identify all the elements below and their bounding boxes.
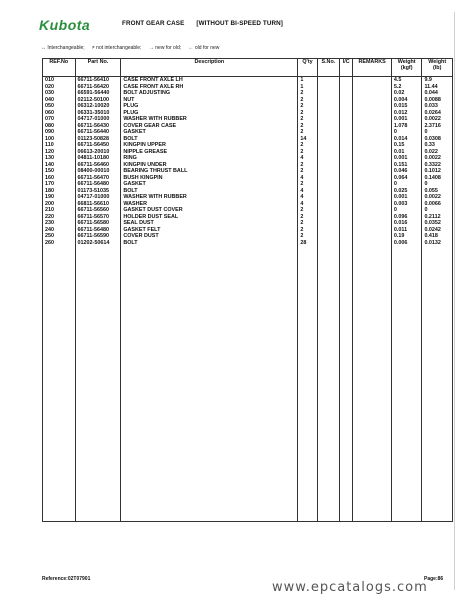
weight-lb-cell: 9.9 [422,77,453,84]
weight-kgf-cell: 4.5 [391,77,422,84]
weight-kgf-cell: 0.001 [391,194,422,201]
legend-new-for-old: → new for old; [148,45,182,51]
weight-kgf-cell: 0 [391,129,422,136]
weight-kgf-cell: 0.016 [391,220,422,227]
weight-kgf-cell: 0.151 [391,162,422,169]
weight-kgf-cell: 0.15 [391,142,422,149]
part-no-cell: 66711-56480 [75,181,121,188]
part-no-cell: 66711-56580 [75,220,121,227]
qty-cell: 2 [298,142,317,149]
ref-cell: 070 [43,116,76,123]
parts-table-body [43,77,453,522]
part-no-cell: 66591-56440 [75,90,121,97]
part-no-cell: 06613-20010 [75,149,121,156]
weight-kgf-cell: 0.004 [391,97,422,104]
weight-lb-cell: 0.0308 [422,136,453,143]
qty-cell: 4 [298,188,317,195]
description-cell: WASHER WITH RUBBER [121,116,298,123]
weight-lb-cell: 0.0022 [422,194,453,201]
description-cell: COVER GEAR CASE [121,123,298,130]
weight-lb-cell: 0.022 [422,149,453,156]
qty-cell: 2 [298,162,317,169]
col-header-description: Description [121,59,298,77]
part-no-cell: 66711-56410 [75,77,121,84]
weight-kgf-cell: 0 [391,181,422,188]
qty-cell: 2 [298,97,317,104]
weight-lb-cell: 0.033 [422,103,453,110]
ref-cell: 060 [43,110,76,117]
qty-cell: 28 [298,240,317,247]
part-no-cell: 66711-56420 [75,84,121,91]
weight-lb-cell: 0.3322 [422,162,453,169]
qty-cell: 2 [298,123,317,130]
page-number: Page:86 [424,576,444,582]
description-cell: BOLT [121,240,298,247]
part-no-cell: 66811-56610 [75,201,121,208]
ref-cell: 180 [43,188,76,195]
ref-cell: 200 [43,201,76,208]
part-no-cell: 08400-00010 [75,168,121,175]
description-cell: BOLT [121,136,298,143]
weight-kgf-cell: 0.19 [391,233,422,240]
description-cell: BOLT ADJUSTING [121,90,298,97]
weight-lb-cell: 0.0022 [422,155,453,162]
part-no-cell: 06331-35010 [75,110,121,117]
part-no-cell: 66711-56590 [75,233,121,240]
weight-lb-cell: 0.1408 [422,175,453,182]
legend-not-interchangeable: ≠ not interchangeable; [92,45,142,51]
description-cell: COVER DUST [121,233,298,240]
weight-kgf-cell: 0.014 [391,136,422,143]
weight-lb-cell: 2.3716 [422,123,453,130]
qty-cell: 14 [298,136,317,143]
description-cell: NIPPLE GREASE [121,149,298,156]
weight-lb-cell: 0 [422,129,453,136]
ref-cell: 100 [43,136,76,143]
reference-number: Reference:02T07901 [42,576,91,582]
qty-cell: 2 [298,129,317,136]
col-header-weight-kgf: Weight (kgf) [391,59,422,77]
ref-cell: 240 [43,227,76,234]
description-cell: CASE FRONT AXLE RH [121,84,298,91]
description-cell: SEAL DUST [121,220,298,227]
description-cell: KINGPIN UPPER [121,142,298,149]
ref-cell: 170 [43,181,76,188]
description-cell: GASKET FELT [121,227,298,234]
part-no-cell: 66711-56440 [75,129,121,136]
qty-cell: 2 [298,103,317,110]
col-header-part: Part No. [75,59,121,77]
ref-cell: 080 [43,123,76,130]
qty-cell: 1 [298,77,317,84]
weight-kgf-cell: 0.02 [391,90,422,97]
weight-kgf-cell: 5.2 [391,84,422,91]
weight-lb-cell: 0.0264 [422,110,453,117]
weight-kgf-cell: 0.01 [391,149,422,156]
ref-cell: 130 [43,155,76,162]
ref-cell: 090 [43,129,76,136]
description-cell: PLUG [121,103,298,110]
ref-cell: 030 [43,90,76,97]
ref-cell: 120 [43,149,76,156]
description-cell: GASKET [121,181,298,188]
weight-lb-cell: 0.044 [422,90,453,97]
ref-cell: 140 [43,162,76,169]
description-cell: PLUG [121,110,298,117]
ref-cell: 190 [43,194,76,201]
ref-cell: 110 [43,142,76,149]
qty-cell: 2 [298,90,317,97]
title-sub: [WITHOUT BI-SPEED TURN] [196,20,283,27]
parts-table [42,58,453,522]
weight-kgf-cell: 0.064 [391,175,422,182]
ref-cell: 040 [43,97,76,104]
description-cell: RING [121,155,298,162]
col-header-sno: S.No. [317,59,339,77]
description-cell: WASHER [121,201,298,208]
ref-cell: 010 [43,77,76,84]
weight-kgf-cell: 0.003 [391,201,422,208]
legend-interchangeable: ↔ Interchangeable; [41,45,85,51]
ref-cell: 150 [43,168,76,175]
description-cell: BEARING THRUST BALL [121,168,298,175]
part-no-cell: 66711-56560 [75,207,121,214]
col-header-qty: Q'ty [298,59,317,77]
weight-kgf-cell: 0.001 [391,155,422,162]
part-no-cell: 66711-56480 [75,227,121,234]
table-header-row [43,59,453,77]
part-no-cell: 01202-50614 [75,240,121,247]
qty-cell: 2 [298,181,317,188]
qty-cell: 4 [298,175,317,182]
description-cell: HOLDER DUST SEAL [121,214,298,221]
part-no-cell: 01123-50828 [75,136,121,143]
ref-cell: 260 [43,240,76,247]
description-cell: GASKET [121,129,298,136]
part-no-cell: 04717-01000 [75,194,121,201]
col-header-weight-lb: Weight (lb) [422,59,453,77]
qty-cell: 4 [298,155,317,162]
qty-cell: 4 [298,194,317,201]
ic-cell [340,77,353,84]
ref-cell: 250 [43,233,76,240]
page-title [122,20,283,27]
weight-kgf-cell: 0.006 [391,240,422,247]
weight-kgf-cell: 0.015 [391,103,422,110]
part-no-cell: 66711-56450 [75,142,121,149]
weight-lb-cell: 0.0242 [422,227,453,234]
watermark: www.epcatalogs.com [272,580,428,595]
description-cell: KINGPIN UNDER [121,162,298,169]
weight-lb-cell: 0.33 [422,142,453,149]
weight-lb-cell: 0.2112 [422,214,453,221]
table-row [43,77,453,84]
qty-cell: 2 [298,233,317,240]
ref-cell: 020 [43,84,76,91]
description-cell: CASE FRONT AXLE LH [121,77,298,84]
remarks-cell [353,77,392,84]
description-cell: BUSH KINGPIN [121,175,298,182]
col-header-remarks: REMARKS [353,59,392,77]
ref-cell: 050 [43,103,76,110]
weight-kgf-cell: 0.001 [391,116,422,123]
weight-kgf-cell: 0 [391,207,422,214]
weight-lb-cell: 0.0088 [422,97,453,104]
col-header-ref: REF.No [43,59,76,77]
legend-old-for-new: ← old for new [188,45,220,51]
weight-lb-cell: 0 [422,181,453,188]
weight-kgf-cell: 0.012 [391,110,422,117]
ref-cell: 230 [43,220,76,227]
qty-cell: 2 [298,227,317,234]
weight-lb-cell: 0.0132 [422,240,453,247]
title-main: FRONT GEAR CASE [122,20,185,27]
qty-cell: 1 [298,84,317,91]
part-no-cell: 66711-56470 [75,175,121,182]
weight-lb-cell: 0.1012 [422,168,453,175]
part-no-cell: 02112-50100 [75,97,121,104]
sno-cell [317,77,339,84]
qty-cell: 2 [298,110,317,117]
description-cell: NUT [121,97,298,104]
table-filler-row [43,246,453,522]
weight-lb-cell: 0 [422,207,453,214]
weight-kgf-cell: 1.078 [391,123,422,130]
qty-cell: 2 [298,220,317,227]
ref-cell: 210 [43,207,76,214]
col-header-ic: I/C [340,59,353,77]
qty-cell: 2 [298,149,317,156]
ref-cell: 220 [43,214,76,221]
description-cell: GASKET DUST COVER [121,207,298,214]
weight-lb-cell: 11.44 [422,84,453,91]
weight-lb-cell: 0.055 [422,188,453,195]
part-no-cell: 66711-56460 [75,162,121,169]
qty-cell: 2 [298,116,317,123]
part-no-cell: 01173-51035 [75,188,121,195]
part-no-cell: 04717-01000 [75,116,121,123]
part-no-cell: 66711-56430 [75,123,121,130]
weight-kgf-cell: 0.011 [391,227,422,234]
weight-lb-cell: 0.0022 [422,116,453,123]
qty-cell: 4 [298,201,317,208]
brand-logo: Kubota [39,17,91,33]
part-no-cell: 66711-56570 [75,214,121,221]
weight-lb-cell: 0.0352 [422,220,453,227]
part-no-cell: 04811-10180 [75,155,121,162]
qty-cell: 2 [298,207,317,214]
weight-lb-cell: 0.0066 [422,201,453,208]
description-cell: BOLT [121,188,298,195]
ref-cell: 160 [43,175,76,182]
weight-kgf-cell: 0.025 [391,188,422,195]
weight-kgf-cell: 0.046 [391,168,422,175]
description-cell: WASHER WITH RUBBER [121,194,298,201]
weight-kgf-cell: 0.096 [391,214,422,221]
qty-cell: 2 [298,214,317,221]
part-no-cell: 06312-10020 [75,103,121,110]
legend [41,45,225,51]
qty-cell: 2 [298,168,317,175]
weight-lb-cell: 0.418 [422,233,453,240]
